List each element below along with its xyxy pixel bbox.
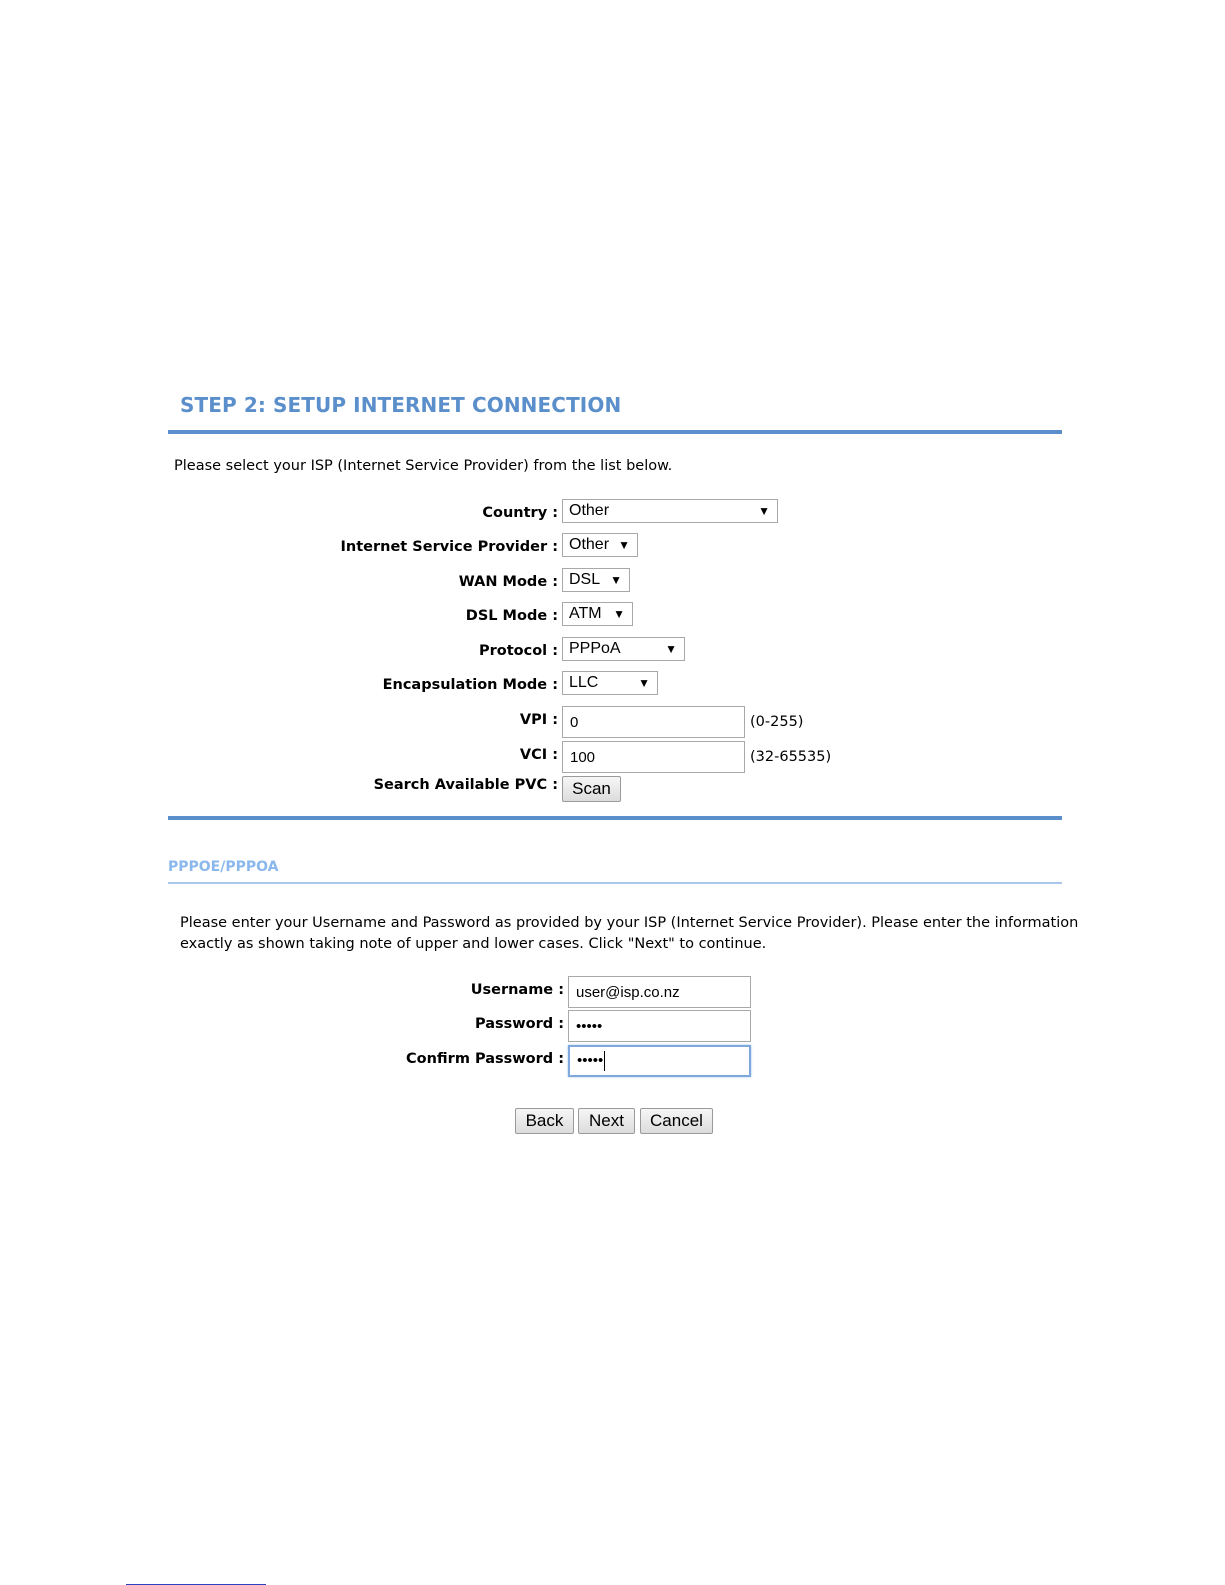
wan-mode-value: DSL xyxy=(569,571,601,588)
protocol-value: PPPoA xyxy=(569,640,621,657)
next-button[interactable]: Next xyxy=(578,1108,635,1134)
ppp-instructions-line1: Please enter your Username and Password as provided by your ISP (Internet Service Provider). Please enter the information xyxy=(180,915,1079,931)
protocol-select[interactable] xyxy=(562,637,685,661)
chevron-down-icon: ▼ xyxy=(758,504,770,518)
wan-mode-select[interactable] xyxy=(562,568,630,592)
back-button[interactable]: Back xyxy=(515,1108,574,1134)
text-cursor xyxy=(604,1051,605,1071)
ppp-instructions-line2: exactly as shown taking note of upper and lower cases. Click "Next" to continue. xyxy=(180,936,767,952)
isp-intro-text: Please select your ISP (Internet Service Provider) from the list below. xyxy=(174,458,673,474)
country-label: Country : xyxy=(482,505,558,521)
vci-input[interactable]: 100 xyxy=(562,741,745,773)
chevron-down-icon: ▼ xyxy=(610,573,622,587)
dsl-mode-select[interactable] xyxy=(562,602,633,626)
dsl-mode-label: DSL Mode : xyxy=(465,608,558,624)
protocol-label: Protocol : xyxy=(478,643,558,659)
vpi-input[interactable]: 0 xyxy=(562,706,745,738)
ppp-section-divider xyxy=(168,882,1062,884)
encapsulation-value: LLC xyxy=(569,674,599,691)
ppp-section-title: PPPOE/PPPOA xyxy=(168,859,279,875)
password-input[interactable]: ••••• xyxy=(568,1010,751,1042)
vpi-range-hint: (0-255) xyxy=(750,714,804,730)
chevron-down-icon: ▼ xyxy=(638,676,650,690)
section-divider xyxy=(168,816,1062,820)
confirm-password-value: ••••• xyxy=(577,1052,604,1069)
confirm-password-input[interactable] xyxy=(568,1045,751,1077)
username-input[interactable]: user@isp.co.nz xyxy=(568,976,751,1008)
confirm-password-label: Confirm Password : xyxy=(406,1051,564,1067)
chevron-down-icon: ▼ xyxy=(613,607,625,621)
dsl-mode-value: ATM xyxy=(569,605,602,622)
page-title: STEP 2: SETUP INTERNET CONNECTION xyxy=(180,393,622,417)
username-label: Username : xyxy=(470,982,564,998)
isp-select[interactable] xyxy=(562,533,638,557)
scan-button[interactable]: Scan xyxy=(562,776,621,802)
vpi-label: VPI : xyxy=(519,712,558,728)
vci-label: VCI : xyxy=(519,747,558,763)
title-divider xyxy=(168,430,1062,434)
password-label: Password : xyxy=(474,1016,564,1032)
isp-value: Other xyxy=(569,536,610,553)
pvc-label: Search Available PVC : xyxy=(373,777,558,793)
encapsulation-label: Encapsulation Mode : xyxy=(382,677,558,693)
wan-mode-label: WAN Mode : xyxy=(458,574,558,590)
encapsulation-select[interactable] xyxy=(562,671,658,695)
vci-range-hint: (32-65535) xyxy=(750,749,832,765)
cancel-button[interactable]: Cancel xyxy=(640,1108,713,1134)
chevron-down-icon: ▼ xyxy=(665,642,677,656)
chevron-down-icon: ▼ xyxy=(618,538,630,552)
country-select[interactable] xyxy=(562,499,778,523)
isp-label: Internet Service Provider : xyxy=(340,539,558,555)
country-value: Other xyxy=(569,502,610,519)
